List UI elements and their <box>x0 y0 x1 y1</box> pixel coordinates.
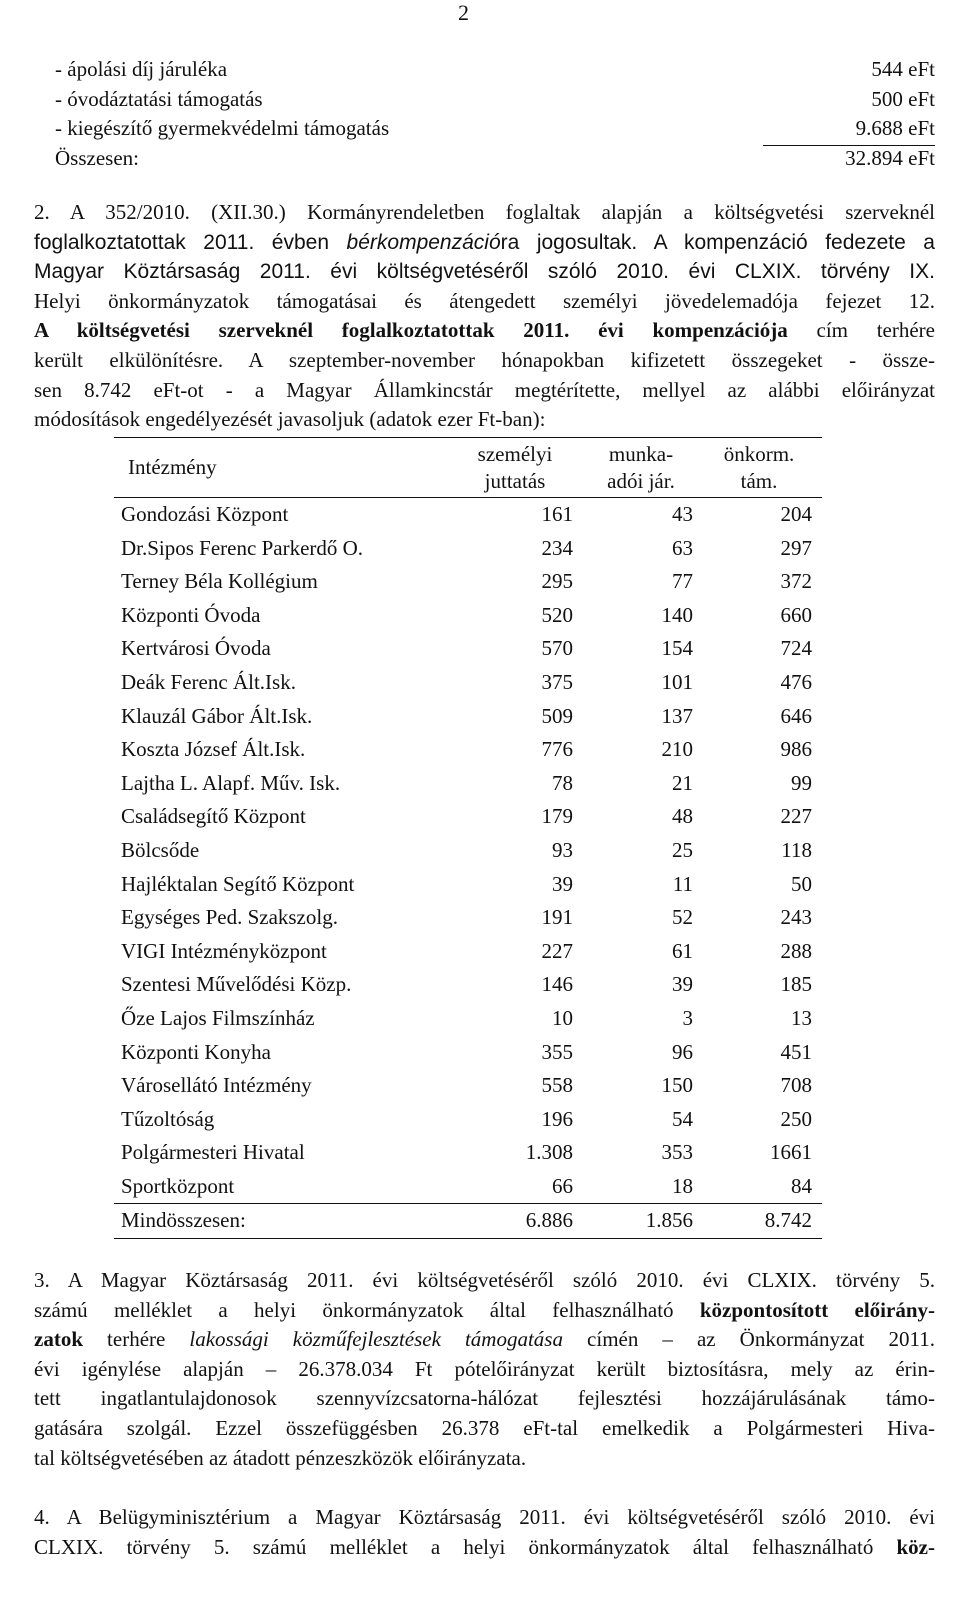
personal-value: 66 <box>552 1173 573 1198</box>
cost-items-list <box>55 55 935 173</box>
employer-value: 11 <box>672 871 693 896</box>
institution-name: Sportközpont <box>121 1173 235 1198</box>
municipal-value: 13 <box>791 1005 812 1030</box>
compensation-table <box>114 437 822 1239</box>
bold-term: zatok <box>34 1327 83 1352</box>
personal-value: 295 <box>541 569 573 594</box>
employer-value: 52 <box>672 905 693 930</box>
personal-value: 570 <box>541 636 573 661</box>
item-value: 500 eFt <box>871 86 935 111</box>
municipal-value: 297 <box>780 535 812 560</box>
table-row <box>114 733 822 767</box>
list-item <box>55 85 935 115</box>
text-line <box>34 1296 935 1326</box>
municipal-value: 227 <box>780 804 812 829</box>
municipal-value: 724 <box>780 636 812 661</box>
municipal-value: 660 <box>780 602 812 627</box>
list-item <box>55 55 935 85</box>
municipal-value: 986 <box>780 737 812 762</box>
table-row <box>114 599 822 633</box>
municipal-value: 243 <box>780 905 812 930</box>
table-row <box>114 968 822 1002</box>
text-line <box>34 228 935 258</box>
text-line <box>34 316 935 346</box>
personal-value: 355 <box>541 1039 573 1064</box>
institution-name: Koszta József Ált.Isk. <box>121 737 306 762</box>
municipal-value: 288 <box>780 938 812 963</box>
header-text: adói jár. <box>607 469 675 493</box>
table-row <box>114 1136 822 1170</box>
institution-name: Bölcsőde <box>121 837 200 862</box>
employer-value: 150 <box>661 1073 693 1098</box>
institution-name: Terney Béla Kollégium <box>121 569 318 594</box>
personal-value: 146 <box>541 972 573 997</box>
municipal-value: 99 <box>791 770 812 795</box>
text-span: címén – az Önkormányzat 2011. <box>562 1327 935 1352</box>
header-text: önkorm. <box>723 442 795 466</box>
institution-name: Klauzál Gábor Ált.Isk. <box>121 703 313 728</box>
table-body <box>114 498 822 1203</box>
employer-value: 63 <box>672 535 693 560</box>
text-line: tal költségvetésében az átadott pénzeszközök előirányzata. <box>34 1445 527 1470</box>
table-row <box>114 532 822 566</box>
total-label: Mindösszesen: <box>121 1208 246 1233</box>
institution-name: Dr.Sipos Ferenc Parkerdő O. <box>121 535 364 560</box>
municipal-value: 204 <box>780 502 812 526</box>
list-item <box>55 114 935 144</box>
personal-value: 196 <box>541 1106 573 1131</box>
institution-name: Őze Lajos Filmszínház <box>121 1005 315 1030</box>
personal-value: 39 <box>552 871 573 896</box>
header-institution: Intézmény <box>128 455 217 479</box>
institution-name: Gondozási Központ <box>121 502 289 526</box>
text-line: tett ingatlantulajdonosok szennyvízcsatorna-hálózat fejlesztési hozzájárulásának támo- <box>34 1386 935 1411</box>
text-line: Helyi önkormányzatok támogatásai és átengedett személyi jövedelemadója fejezet 12. <box>34 288 935 313</box>
table-row <box>114 767 822 801</box>
header-text: juttatás <box>484 469 546 493</box>
table-row <box>114 1103 822 1137</box>
institution-name: Szentesi Művelődési Közp. <box>121 972 352 997</box>
employer-value: 353 <box>661 1140 693 1165</box>
personal-value: 776 <box>541 737 573 762</box>
text-span: terhére <box>83 1327 190 1352</box>
table-row <box>114 834 822 868</box>
personal-value: 558 <box>541 1073 573 1098</box>
item-label: - óvodáztatási támogatás <box>55 86 263 111</box>
text-span: CLXIX. törvény 5. számú melléklet a helyi önkormányzatok által felhasználható <box>34 1534 897 1559</box>
bold-term: A költségvetési szerveknél foglalkoztatottak 2011. évi kompenzációja <box>34 318 788 343</box>
table-row <box>114 498 822 532</box>
bold-term: köz- <box>896 1534 935 1559</box>
municipal-value: 476 <box>780 669 812 694</box>
employer-value: 43 <box>672 502 693 526</box>
table-row <box>114 700 822 734</box>
list-item-total <box>55 144 935 174</box>
table-row <box>114 1036 822 1070</box>
employer-value: 61 <box>672 938 693 963</box>
table-row <box>114 1069 822 1103</box>
personal-value: 509 <box>541 703 573 728</box>
text-line: Magyar Köztársaság 2011. évi költségvetéséről szóló 2010. évi CLXIX. törvény IX. <box>34 260 935 284</box>
employer-value: 18 <box>672 1173 693 1198</box>
header-text: tám. <box>740 469 778 493</box>
institution-name: Lajtha L. Alapf. Műv. Isk. <box>121 770 341 795</box>
personal-value: 520 <box>541 602 573 627</box>
text-line: 3. A Magyar Köztársaság 2011. évi költségvetéséről szóló 2010. évi CLXIX. törvény 5. <box>34 1268 935 1292</box>
bold-term: központosított előirány- <box>699 1297 935 1322</box>
header-text: munka- <box>608 442 674 466</box>
employer-value: 77 <box>672 569 693 594</box>
page-number: 2 <box>458 0 469 25</box>
text-line: 4. A Belügyminisztérium a Magyar Köztársaság 2011. évi költségvetéséről szóló 2010. évi <box>34 1505 935 1529</box>
total-municipal: 8.742 <box>764 1208 812 1233</box>
text-span: számú melléklet a helyi önkormányzatok által felhasználható <box>34 1297 700 1322</box>
personal-value: 191 <box>541 905 573 930</box>
table-bottom-rule <box>114 1238 822 1239</box>
section-4-paragraph <box>34 1503 935 1562</box>
personal-value: 10 <box>552 1005 573 1030</box>
section-3-paragraph <box>34 1266 935 1473</box>
institution-name: Városellátó Intézmény <box>121 1073 312 1098</box>
header-municipal <box>704 441 814 495</box>
municipal-value: 250 <box>780 1106 812 1131</box>
institution-name: Központi Konyha <box>121 1039 271 1064</box>
employer-value: 3 <box>682 1005 693 1030</box>
table-row <box>114 868 822 902</box>
text-span: foglalkoztatottak 2011. évben <box>34 230 347 254</box>
total-personal: 6.886 <box>525 1208 573 1233</box>
personal-value: 1.308 <box>525 1140 573 1165</box>
section-2-paragraph <box>34 198 935 435</box>
table-row <box>114 666 822 700</box>
italic-term: lakossági közműfejlesztések támogatása <box>189 1327 563 1352</box>
table-row <box>114 1170 822 1204</box>
institution-name: Polgármesteri Hivatal <box>121 1140 305 1165</box>
item-label: - kiegészítő gyermekvédelmi támogatás <box>55 116 390 140</box>
text-line: 2. A 352/2010. (XII.30.) Kormányrendeletben foglaltak alapján a költségvetési szerveknél <box>34 200 935 224</box>
text-span: cím terhére <box>787 318 935 343</box>
employer-value: 54 <box>672 1106 693 1131</box>
municipal-value: 84 <box>791 1173 812 1198</box>
table-header <box>114 438 822 497</box>
personal-value: 78 <box>552 770 573 795</box>
text-line: évi igénylése alapján – 26.378.034 Ft pótelőirányzat került biztosításra, mely az érin- <box>34 1356 935 1381</box>
institution-name: Hajléktalan Segítő Központ <box>121 871 355 896</box>
total-employer: 1.856 <box>645 1208 693 1233</box>
header-personal <box>460 441 570 495</box>
table-row <box>114 632 822 666</box>
personal-value: 227 <box>541 938 573 963</box>
municipal-value: 451 <box>780 1039 812 1064</box>
table-row <box>114 901 822 935</box>
municipal-value: 372 <box>780 569 812 594</box>
employer-value: 137 <box>661 703 693 728</box>
municipal-value: 118 <box>781 837 812 862</box>
header-text: személyi <box>477 442 553 466</box>
item-value: 544 eFt <box>871 57 935 81</box>
institution-name: Kertvárosi Óvoda <box>121 636 271 661</box>
employer-value: 39 <box>672 972 693 997</box>
text-line: gatására szolgál. Ezzel összefüggésben 26.378 eFt-tal emelkedik a Polgármesteri Hiva- <box>34 1415 935 1440</box>
personal-value: 234 <box>541 535 573 560</box>
employer-value: 25 <box>672 837 693 862</box>
table-row <box>114 800 822 834</box>
institution-name: Tűzoltóság <box>121 1106 215 1131</box>
personal-value: 375 <box>541 669 573 694</box>
text-line: sen 8.742 eFt-ot - a Magyar Államkincstár megtérítette, mellyel az alábbi előirányzat <box>34 377 935 402</box>
municipal-value: 185 <box>780 972 812 997</box>
text-line: került elkülönítésre. A szeptember-november hónapokban kifizetett összegeket - össze- <box>34 347 935 372</box>
italic-term: bérkompenzáció <box>346 230 501 254</box>
table-total-row <box>114 1204 822 1238</box>
header-employer <box>586 441 696 495</box>
employer-value: 154 <box>661 636 693 661</box>
table-row <box>114 565 822 599</box>
text-line <box>34 1533 935 1563</box>
employer-value: 96 <box>672 1039 693 1064</box>
personal-value: 161 <box>541 502 573 526</box>
institution-name: Központi Óvoda <box>121 602 261 627</box>
item-label: Összesen: <box>55 145 139 170</box>
item-label: - ápolási díj járuléka <box>55 57 228 81</box>
institution-name: Egységes Ped. Szakszolg. <box>121 905 338 930</box>
employer-value: 210 <box>661 737 693 762</box>
municipal-value: 1661 <box>770 1140 812 1165</box>
employer-value: 140 <box>661 602 693 627</box>
employer-value: 101 <box>661 669 693 694</box>
institution-name: Deák Ferenc Ált.Isk. <box>121 669 296 694</box>
institution-name: VIGI Intézményközpont <box>121 938 327 963</box>
item-value: 9.688 eFt <box>855 116 935 140</box>
municipal-value: 646 <box>780 703 812 728</box>
sum-divider <box>763 145 935 146</box>
institution-name: Családsegítő Központ <box>121 804 306 829</box>
table-row <box>114 1002 822 1036</box>
text-span: ra jogosultak. A kompenzáció fedezete a <box>500 230 935 254</box>
personal-value: 179 <box>541 804 573 829</box>
text-line <box>34 1325 935 1355</box>
personal-value: 93 <box>552 837 573 862</box>
municipal-value: 708 <box>780 1073 812 1098</box>
item-value: 32.894 eFt <box>845 145 935 170</box>
employer-value: 21 <box>672 770 693 795</box>
table-row <box>114 935 822 969</box>
employer-value: 48 <box>672 804 693 829</box>
text-line: módosítások engedélyezését javasoljuk (adatok ezer Ft-ban): <box>34 407 546 432</box>
municipal-value: 50 <box>791 871 812 896</box>
